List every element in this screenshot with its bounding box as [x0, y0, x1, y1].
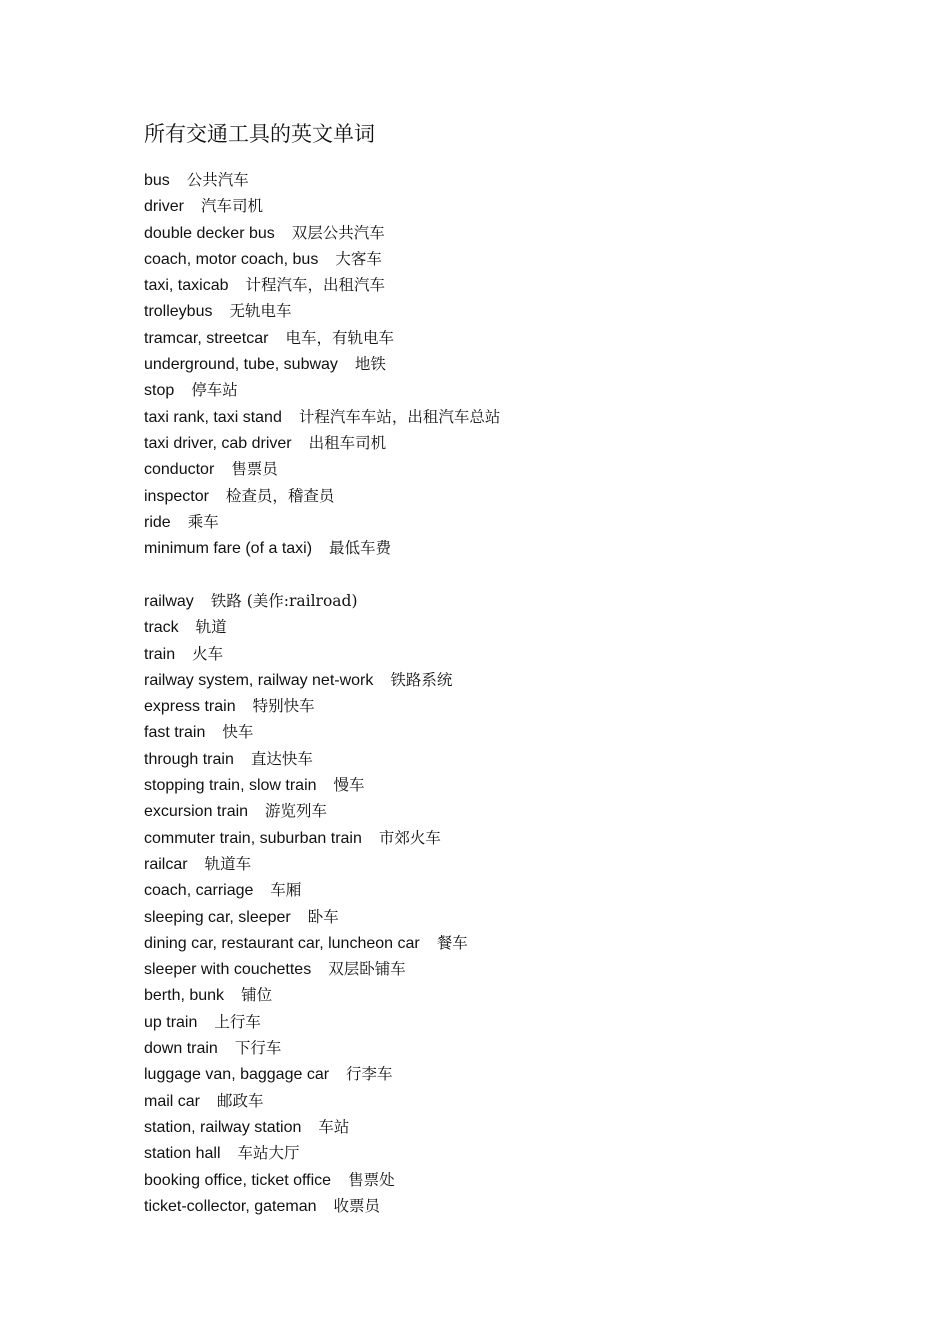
chinese-translation: 慢车 [333, 776, 365, 795]
english-term: luggage van, baggage car [144, 1066, 330, 1084]
vocabulary-entry [144, 351, 500, 377]
chinese-translation: 邮政车 [217, 1091, 264, 1110]
english-term: stopping train, slow train [144, 777, 317, 795]
vocabulary-entry [144, 1167, 468, 1193]
english-term: station hall [144, 1145, 221, 1163]
chinese-translation: 车站 [318, 1117, 350, 1136]
vocabulary-entry [144, 1061, 468, 1087]
chinese-translation: 乘车 [187, 512, 219, 531]
english-term: stop [144, 382, 175, 400]
chinese-translation: 公共汽车 [186, 171, 249, 189]
vocabulary-entry [144, 667, 468, 693]
chinese-translation: 特别快车 [252, 697, 315, 716]
english-term: taxi driver, cab driver [144, 434, 292, 452]
vocabulary-entry [144, 404, 500, 430]
vocabulary-entry [144, 193, 500, 219]
vocabulary-entry [144, 851, 468, 877]
vocabulary-entry [144, 1193, 468, 1219]
vocabulary-entry [144, 1140, 468, 1166]
chinese-translation: 餐车 [436, 933, 468, 952]
vocabulary-entry [144, 746, 468, 772]
english-term: mail car [144, 1092, 201, 1110]
english-term: sleeper with couchettes [144, 961, 312, 979]
english-term: ride [144, 513, 171, 531]
chinese-translation: 收票员 [333, 1196, 381, 1215]
page-title: 所有交通工具的英文单词 [144, 122, 375, 146]
english-term: bus [144, 172, 170, 189]
chinese-translation: 车厢 [270, 881, 302, 900]
chinese-translation: 上行车 [214, 1012, 261, 1031]
chinese-translation: 出租车司机 [308, 433, 387, 452]
vocabulary-entry [144, 1035, 468, 1061]
chinese-translation: 行李车 [346, 1065, 393, 1084]
english-term: trolleybus [144, 303, 213, 321]
chinese-translation: 快车 [222, 723, 254, 742]
english-term: driver [144, 198, 185, 216]
english-term: underground, tube, subway [144, 356, 338, 374]
vocabulary-entry [144, 825, 468, 851]
chinese-translation: 计程汽车，出租汽车 [245, 276, 385, 295]
vocabulary-entry [144, 1088, 468, 1114]
english-term: commuter train, suburban train [144, 829, 362, 847]
english-term: dining car, restaurant car, luncheon car [144, 934, 420, 952]
chinese-translation: 直达快车 [250, 749, 313, 768]
vocabulary-entry [144, 220, 500, 246]
vocabulary-entry [144, 930, 468, 956]
english-term: inspector [144, 487, 209, 505]
vocabulary-entry [144, 430, 500, 456]
chinese-translation: 下行车 [234, 1039, 282, 1058]
english-term: minimum fare (of a taxi) [144, 540, 313, 558]
english-term: taxi, taxicab [144, 277, 229, 295]
vocabulary-list-railway [144, 588, 468, 1219]
vocabulary-entry [144, 641, 468, 667]
vocabulary-entry [144, 167, 500, 193]
chinese-translation: 售票员 [231, 460, 278, 479]
vocabulary-list-road-transport [144, 167, 500, 561]
english-term: ticket-collector, gateman [144, 1197, 317, 1215]
english-term: down train [144, 1040, 218, 1058]
english-term: fast train [144, 724, 206, 742]
vocabulary-entry [144, 693, 468, 719]
vocabulary-entry [144, 614, 468, 640]
chinese-translation: 铺位 [241, 986, 273, 1005]
chinese-translation: 电车，有轨电车 [285, 328, 394, 347]
english-term: excursion train [144, 803, 249, 821]
chinese-translation: 大客车 [335, 249, 382, 268]
chinese-translation: 售票处 [348, 1170, 395, 1189]
chinese-translation: 轨道 [195, 618, 227, 637]
chinese-translation: 铁路系统 [390, 670, 453, 689]
english-term: sleeping car, sleeper [144, 908, 291, 926]
english-term: coach, motor coach, bus [144, 250, 319, 268]
english-term: double decker bus [144, 224, 275, 242]
chinese-translation: 卧车 [307, 907, 339, 926]
english-term: up train [144, 1013, 198, 1031]
english-term: through train [144, 750, 234, 768]
vocabulary-entry [144, 535, 500, 561]
english-term: conductor [144, 461, 215, 479]
chinese-translation: 汽车司机 [201, 197, 264, 216]
chinese-translation: 市郊火车 [378, 828, 441, 847]
vocabulary-entry [144, 877, 468, 903]
vocabulary-entry [144, 719, 468, 745]
vocabulary-entry [144, 1114, 468, 1140]
chinese-translation: 检查员，稽查员 [225, 486, 335, 505]
chinese-translation: 轨道车 [204, 854, 252, 873]
vocabulary-entry [144, 772, 468, 798]
english-term: coach, carriage [144, 882, 254, 900]
english-term: tramcar, streetcar [144, 329, 269, 347]
vocabulary-entry [144, 298, 500, 324]
english-term: railcar [144, 855, 188, 873]
vocabulary-entry [144, 456, 500, 482]
chinese-translation: 铁路 (美作:railroad) [210, 592, 358, 610]
vocabulary-entry [144, 483, 500, 509]
chinese-translation: 游览列车 [265, 802, 328, 821]
vocabulary-entry [144, 1009, 468, 1035]
chinese-translation: 车站大厅 [237, 1144, 300, 1163]
vocabulary-entry [144, 377, 500, 403]
english-term: railway system, railway net-work [144, 671, 374, 689]
vocabulary-entry [144, 588, 468, 614]
vocabulary-entry [144, 956, 468, 982]
vocabulary-entry [144, 246, 500, 272]
vocabulary-entry [144, 982, 468, 1008]
chinese-translation: 地铁 [354, 355, 386, 374]
chinese-translation: 双层公共汽车 [291, 223, 385, 242]
chinese-translation: 停车站 [191, 381, 238, 400]
english-term: train [144, 645, 176, 663]
vocabulary-entry [144, 325, 500, 351]
vocabulary-entry [144, 509, 500, 535]
vocabulary-entry [144, 904, 468, 930]
chinese-translation: 最低车费 [329, 539, 392, 558]
english-term: taxi rank, taxi stand [144, 408, 282, 426]
chinese-translation: 火车 [192, 644, 224, 663]
english-term: railway [144, 593, 194, 610]
english-term: track [144, 619, 179, 637]
english-term: berth, bunk [144, 987, 225, 1005]
chinese-translation: 无轨电车 [229, 302, 292, 321]
english-term: booking office, ticket office [144, 1171, 332, 1189]
chinese-translation: 计程汽车车站，出租汽车总站 [298, 407, 501, 426]
english-term: station, railway station [144, 1118, 302, 1136]
chinese-translation: 双层卧铺车 [328, 960, 406, 979]
vocabulary-entry [144, 798, 468, 824]
vocabulary-entry [144, 272, 500, 298]
english-term: express train [144, 698, 236, 716]
